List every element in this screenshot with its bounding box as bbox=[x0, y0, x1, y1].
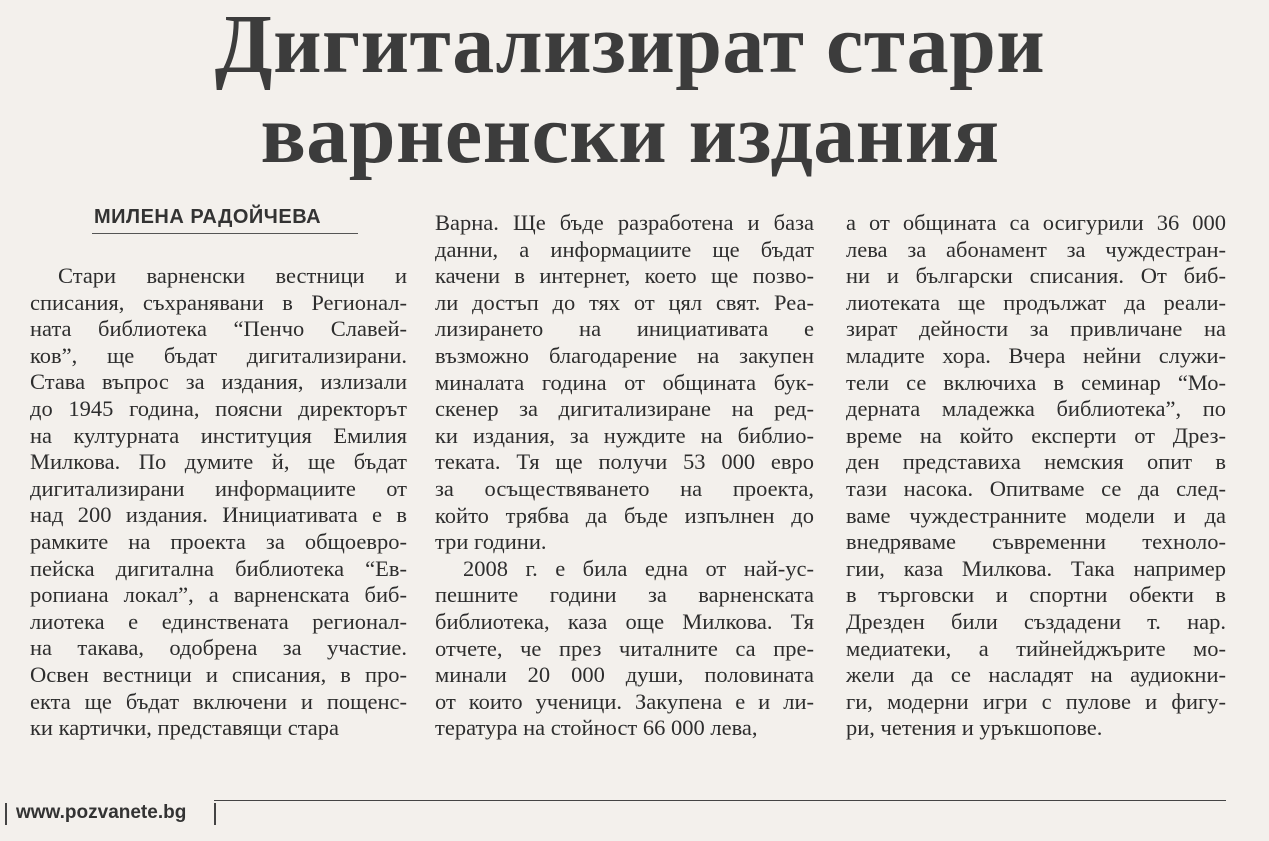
article-text-line: за осъществяването на проекта, bbox=[435, 475, 814, 501]
article-text-line: Дрезден били създадени т. нар. bbox=[846, 608, 1226, 634]
article-text-line: на такава, одобрена за участие. bbox=[30, 635, 407, 661]
article-text-line: скенер за дигитализиране на ред- bbox=[435, 396, 814, 422]
article-column-3 bbox=[846, 210, 1226, 742]
article-text-line: ропиана локал”, а варненската биб- bbox=[30, 582, 407, 608]
article-text-line: ги, модерни игри с пулове и фигу- bbox=[846, 688, 1226, 714]
article-text-line: пешните години за варненската bbox=[435, 582, 814, 608]
article-text-line: до 1945 година, поясни директорът bbox=[30, 395, 407, 421]
article-text-line: Освен вестници и списания, в про- bbox=[30, 661, 407, 687]
article-text-line: който трябва да бъде изпълнен до bbox=[435, 502, 814, 528]
author-byline: МИЛЕНА РАДОЙЧЕВА bbox=[92, 206, 358, 234]
article-text-line: лизирането на инициативата е bbox=[435, 316, 814, 342]
article-text-line: миналата година от общината бук- bbox=[435, 369, 814, 395]
article-text-line: внедряваме съвременни техноло- bbox=[846, 529, 1226, 555]
article-text-line: на културната институция Емилия bbox=[30, 422, 407, 448]
article-text-line: теката. Тя ще получи 53 000 евро bbox=[435, 449, 814, 475]
article-text-line: ната библиотека “Пенчо Славей- bbox=[30, 316, 407, 342]
article-text-line: дигитализирани информациите от bbox=[30, 475, 407, 501]
website-url: www.pozvanete.bg bbox=[16, 802, 187, 823]
article-text-line: минали 20 000 души, половината bbox=[435, 662, 814, 688]
article-text-line: ваме чуждестранните модели и да bbox=[846, 502, 1226, 528]
article-text-line: ли достъп до тях от цял свят. Реа- bbox=[435, 289, 814, 315]
article-text-line: медиатеки, а тийнейджърите мо- bbox=[846, 635, 1226, 661]
article-text-line: отчете, че през читалните са пре- bbox=[435, 635, 814, 661]
article-text-line: ки издания, за нуждите на библио- bbox=[435, 422, 814, 448]
article-text-line: Варна. Ще бъде разработена и база bbox=[435, 210, 814, 235]
article-text-line: дерната младежка библиотека”, по bbox=[846, 396, 1226, 422]
article-text-line: тели се включиха в семинар “Мо- bbox=[846, 369, 1226, 395]
article-text-line: гии, каза Милкова. Така например bbox=[846, 555, 1226, 581]
footer-rule bbox=[214, 800, 1226, 801]
article-text-line: зират дейности за привличане на bbox=[846, 316, 1226, 342]
footer-divider bbox=[5, 803, 7, 825]
article-text-line: рамките на проекта за общоевро- bbox=[30, 528, 407, 554]
headline-line-1: Дигитализират стари bbox=[214, 0, 1046, 91]
article-text-line: ден представиха немския опит в bbox=[846, 449, 1226, 475]
article-text-line: ни и български списания. От биб- bbox=[846, 263, 1226, 289]
footer-divider bbox=[214, 803, 216, 825]
article-text-line: три години. bbox=[435, 529, 547, 555]
article-text-line: качени в интернет, което ще позво- bbox=[435, 263, 814, 289]
article-text-line: над 200 издания. Инициативата е в bbox=[30, 502, 407, 528]
article-text-line: възможно благодарение на закупен bbox=[435, 342, 814, 368]
article-text-line: младите хора. Вчера нейни служи- bbox=[846, 342, 1226, 368]
article-text-line: Става въпрос за издания, излизали bbox=[30, 369, 407, 395]
article-headline bbox=[150, 0, 1110, 180]
article-text-line: ри, четения и уръкшопове. bbox=[846, 715, 1103, 741]
article-text-line: ков”, ще бъдат дигитализирани. bbox=[30, 342, 407, 368]
article-text-line: лева за абонамент за чуждестран- bbox=[846, 236, 1226, 262]
article-text-line: Стари варненски вестници и bbox=[58, 263, 407, 288]
article-text-line: данни, а информациите ще бъдат bbox=[435, 236, 814, 262]
article-column-2 bbox=[435, 210, 814, 742]
article-text-line: лиотека е единствената регионал- bbox=[30, 608, 407, 634]
article-text-line: лиотеката ще продължат да реали- bbox=[846, 289, 1226, 315]
article-text-line: тература на стойност 66 000 лева, bbox=[435, 715, 758, 741]
article-text-line: Милкова. По думите й, ще бъдат bbox=[30, 449, 407, 475]
article-text-line: екта ще бъдат включени и пощенс- bbox=[30, 688, 407, 714]
article-text-line: а от общината са осигурили 36 000 bbox=[846, 210, 1226, 235]
article-text-line: тази насока. Опитваме се да след- bbox=[846, 475, 1226, 501]
article-text-line: жели да се насладят на аудиокни- bbox=[846, 662, 1226, 688]
article-text-line: списания, съхранявани в Регионал- bbox=[30, 289, 407, 315]
article-text-line: библиотека, каза още Милкова. Тя bbox=[435, 608, 814, 634]
headline-line-2: варненски издания bbox=[260, 88, 1000, 181]
article-text-line: пейска дигитална библиотека “Ев- bbox=[30, 555, 407, 581]
article-text-line: в търговски и спортни обекти в bbox=[846, 582, 1226, 608]
article-text-line: 2008 г. е била една от най-ус- bbox=[463, 555, 814, 581]
article-text-line: от които ученици. Закупена е и ли- bbox=[435, 688, 814, 714]
article-column-1 bbox=[30, 263, 407, 742]
article-text-line: време на който експерти от Дрез- bbox=[846, 422, 1226, 448]
article-text-line: ки картички, представящи стара bbox=[30, 715, 340, 741]
